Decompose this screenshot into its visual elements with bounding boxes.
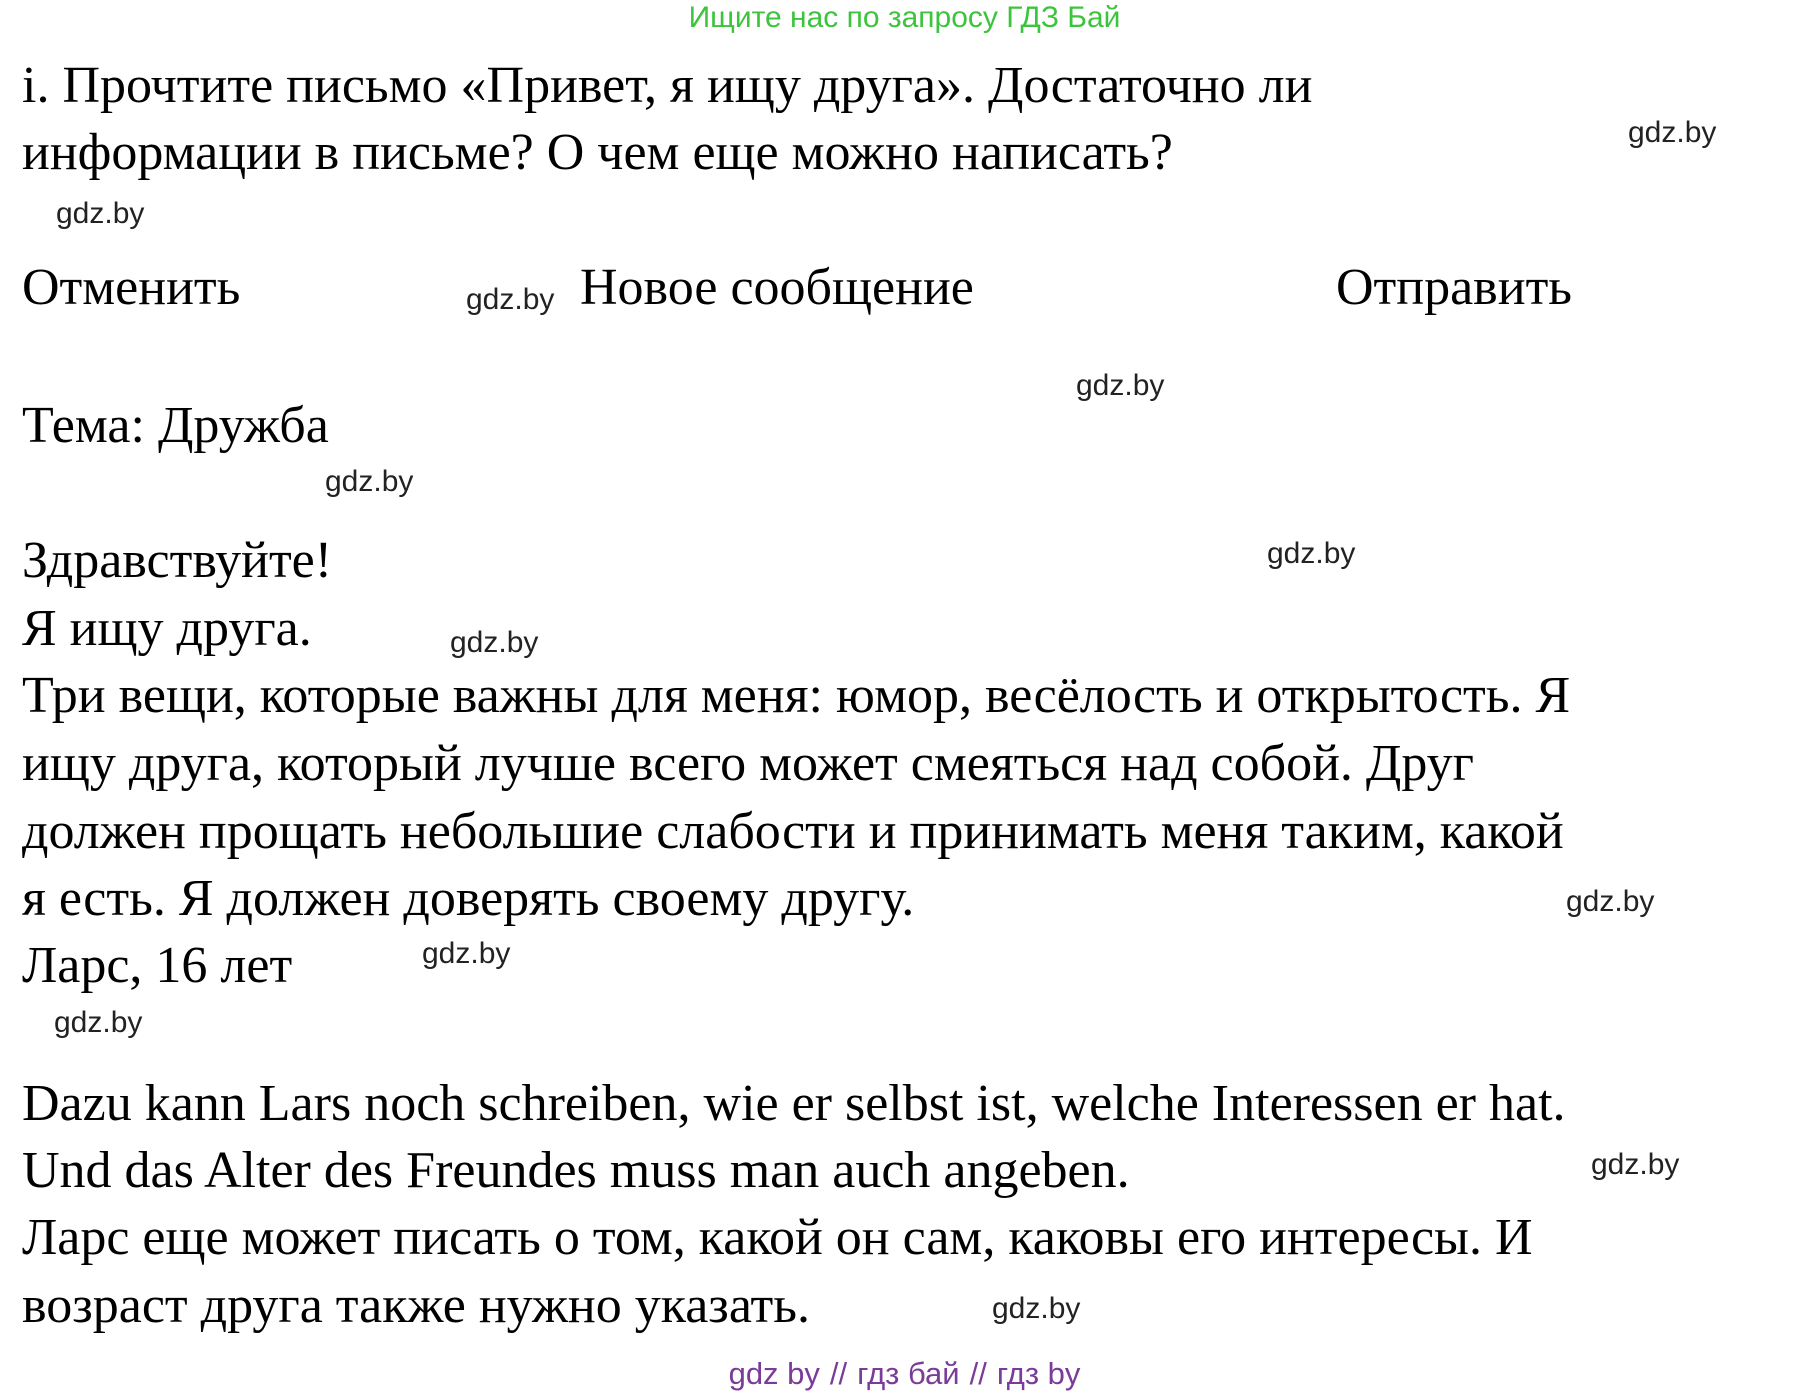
- watermark: gdz.by: [325, 465, 414, 498]
- cancel-button[interactable]: Отменить: [22, 259, 241, 316]
- watermark: gdz.by: [1076, 369, 1165, 402]
- watermark: gdz.by: [1267, 537, 1356, 570]
- watermark: gdz.by: [56, 197, 145, 230]
- task-line-1: i. Прочтите письмо «Привет, я ищу друга». Достаточно ли: [22, 57, 1313, 114]
- new-message-title: Новое сообщение: [580, 259, 974, 316]
- footer-link[interactable]: гдз бай: [857, 1356, 960, 1391]
- watermark: gdz.by: [422, 937, 511, 970]
- watermark: gdz.by: [992, 1292, 1081, 1325]
- task-line-2: информации в письме? О чем еще можно написать?: [22, 124, 1173, 181]
- send-button[interactable]: Отправить: [1336, 259, 1573, 316]
- letter-intro: Я ищу друга.: [22, 600, 312, 657]
- footer-link[interactable]: gdz by: [728, 1356, 820, 1391]
- answer-russian-line: Ларс еще может писать о том, какой он сам, каковы его интересы. И: [22, 1209, 1533, 1266]
- top-search-note: Ищите нас по запросу ГДЗ Бай: [688, 1, 1121, 34]
- letter-greeting: Здравствуйте!: [22, 532, 333, 589]
- letter-body-line: я есть. Я должен доверять своему другу.: [22, 870, 915, 927]
- watermark: gdz.by: [1566, 885, 1655, 918]
- letter-signature: Ларс, 16 лет: [22, 937, 293, 994]
- footer-separator: //: [969, 1356, 987, 1391]
- watermark: gdz.by: [1591, 1148, 1680, 1181]
- answer-russian-line: возраст друга также нужно указать.: [22, 1277, 810, 1334]
- watermark: gdz.by: [466, 283, 555, 316]
- answer-german-line: Und das Alter des Freundes muss man auch angeben.: [22, 1142, 1130, 1199]
- letter-body-line: Три вещи, которые важны для меня: юмор, весёлость и открытость. Я: [22, 667, 1571, 724]
- footer-separator: //: [829, 1356, 848, 1391]
- footer-link[interactable]: гдз by: [996, 1356, 1081, 1391]
- watermark: gdz.by: [450, 626, 539, 659]
- footer-links: [0, 1356, 1809, 1392]
- letter-body-line: должен прощать небольшие слабости и принимать меня таким, какой: [22, 803, 1564, 860]
- letter-body-line: ищу друга, который лучше всего может смеяться над собой. Друг: [22, 735, 1475, 792]
- watermark: gdz.by: [1628, 116, 1717, 149]
- answer-german-line: Dazu kann Lars noch schreiben, wie er selbst ist, welche Interessen er hat.: [22, 1075, 1566, 1132]
- watermark: gdz.by: [54, 1006, 143, 1039]
- subject-line: Тема: Дружба: [22, 397, 329, 454]
